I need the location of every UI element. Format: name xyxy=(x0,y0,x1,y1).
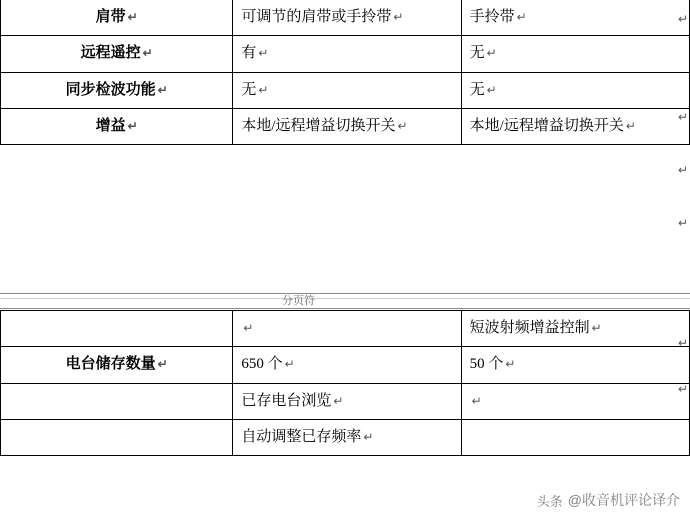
row-label: 电台储存数量 xyxy=(65,356,156,373)
pilcrow-mark: ↵ xyxy=(393,10,404,24)
row-value-b: 无 ↵ xyxy=(233,72,461,108)
pilcrow-mark: ↵ xyxy=(397,118,408,133)
row-value-c: 手拎带 ↵ xyxy=(461,0,689,36)
page-break-line xyxy=(0,298,690,299)
row-value-c: 无 ↵ xyxy=(461,72,689,108)
table-row xyxy=(1,383,690,419)
row-label: 远程遥控 xyxy=(80,45,141,62)
pilcrow-mark: ↵ xyxy=(127,10,138,24)
margin-paragraph-mark: ↵ xyxy=(677,163,688,177)
pilcrow-mark: ↵ xyxy=(625,118,636,133)
row-label: 肩带 xyxy=(95,9,126,25)
row-value-c: 短波射频增益控制 ↵ xyxy=(461,311,689,347)
row-label-cell xyxy=(1,108,233,144)
watermark-text: @收音机评论译介 xyxy=(567,492,680,508)
row-value-c: 50 个 ↵ xyxy=(461,347,689,383)
pilcrow-mark: ↵ xyxy=(157,82,168,97)
margin-paragraph-mark: ↵ xyxy=(677,336,688,350)
page-break-label: 分页符 xyxy=(282,295,315,307)
row-value-b: 本地/远程增益切换开关 ↵ xyxy=(233,108,461,144)
table-block-top xyxy=(0,0,690,145)
row-value-b: 已存电台浏览 ↵ xyxy=(233,383,461,419)
comparison-table-top xyxy=(0,0,690,145)
pilcrow-mark: ↵ xyxy=(243,321,254,335)
row-value-c xyxy=(461,419,689,455)
pilcrow-mark: ↵ xyxy=(486,82,497,97)
row-label-cell xyxy=(1,347,233,383)
comparison-table-bottom xyxy=(0,310,690,456)
pilcrow-mark: ↵ xyxy=(591,321,602,335)
row-value-b: 自动调整已存频率 ↵ xyxy=(233,419,461,455)
row-label-cell xyxy=(1,311,233,347)
table-row xyxy=(1,0,690,36)
margin-paragraph-mark: ↵ xyxy=(677,12,688,26)
pilcrow-mark: ↵ xyxy=(127,118,138,133)
pilcrow-mark: ↵ xyxy=(157,357,168,372)
pilcrow-mark: ↵ xyxy=(505,357,516,372)
table-block-bottom xyxy=(0,310,690,456)
row-value-c: 无 ↵ xyxy=(461,36,689,72)
row-label: 增益 xyxy=(95,117,126,134)
watermark xyxy=(537,490,680,510)
pilcrow-mark: ↵ xyxy=(142,46,153,61)
table-row xyxy=(1,311,690,347)
pilcrow-mark: ↵ xyxy=(363,429,374,444)
row-value-b xyxy=(233,311,461,347)
pilcrow-mark: ↵ xyxy=(516,10,527,24)
table-row xyxy=(1,347,690,383)
row-label-cell xyxy=(1,419,233,455)
page-break-separator xyxy=(0,293,690,309)
pilcrow-mark: ↵ xyxy=(486,46,497,61)
row-value-b: 650 个 ↵ xyxy=(233,347,461,383)
margin-paragraph-mark: ↵ xyxy=(677,216,688,230)
row-value-c xyxy=(461,383,689,419)
table-row xyxy=(1,108,690,144)
margin-paragraph-mark: ↵ xyxy=(677,382,688,396)
row-label-cell xyxy=(1,383,233,419)
table-row xyxy=(1,36,690,72)
row-value-b: 可调节的肩带或手拎带 ↵ xyxy=(233,0,461,36)
row-label-cell xyxy=(1,72,233,108)
margin-paragraph-mark: ↵ xyxy=(677,110,688,124)
pilcrow-mark: ↵ xyxy=(258,82,269,97)
table-row xyxy=(1,419,690,455)
pilcrow-mark: ↵ xyxy=(471,393,482,408)
row-label-cell xyxy=(1,36,233,72)
toutiao-logo-icon: 头条 xyxy=(536,493,563,509)
row-value-b: 有 ↵ xyxy=(233,36,461,72)
table-row xyxy=(1,72,690,108)
pilcrow-mark: ↵ xyxy=(333,393,344,408)
row-label: 同步检波功能 xyxy=(65,81,156,98)
pilcrow-mark: ↵ xyxy=(258,46,269,61)
pilcrow-mark: ↵ xyxy=(284,357,295,372)
row-value-c: 本地/远程增益切换开关 ↵ xyxy=(461,108,689,144)
row-label-cell xyxy=(1,0,233,36)
